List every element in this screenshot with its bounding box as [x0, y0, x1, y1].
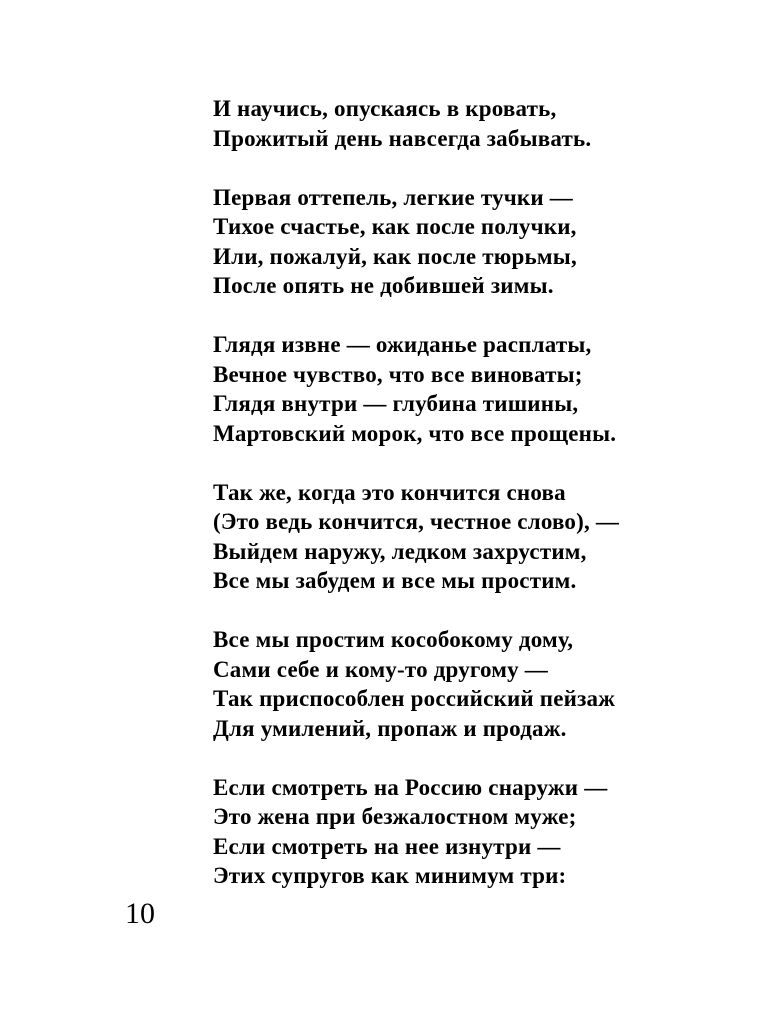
stanza [213, 94, 619, 153]
poem-line: Это жена при безжалостном муже; [213, 804, 577, 829]
poem-line: Если смотреть на Россию снаружи — [213, 774, 608, 800]
poem-line: Мартовский морок, что все прощены. [213, 420, 617, 446]
stanza [213, 183, 619, 301]
poem-line: Так же, когда это кончится снова [213, 479, 566, 505]
poem-line: Сами себе и кому-то другому — [213, 656, 548, 682]
poem-line: После опять не добившей зимы. [213, 273, 554, 298]
poem-line: Тихое счастье, как после получки, [213, 214, 577, 239]
poem-line: Вечное чувство, что все виноваты; [213, 361, 583, 387]
poem-line: Первая оттепель, легкие тучки — [213, 184, 573, 210]
stanza [213, 625, 619, 743]
poem-line: Все мы забудем и все мы простим. [213, 568, 577, 593]
stanza [213, 773, 619, 891]
poem-line: Для умилений, пропаж и продаж. [213, 715, 567, 741]
poem-line: Так приспособлен российский пейзаж [213, 686, 616, 711]
page-number: 10 [125, 897, 155, 930]
stanza [213, 330, 619, 448]
poem-line: Или, пожалуй, как после тюрьмы, [213, 243, 577, 269]
poem-line: Глядя внутри — глубина тишины, [213, 391, 579, 416]
poem-line: Если смотреть на нее изнутри — [213, 833, 561, 859]
poem-line: Глядя извне — ожиданье расплаты, [213, 332, 592, 357]
stanza [213, 478, 619, 596]
poem-line: И научись, опускаясь в кровать, [213, 96, 557, 121]
poem-line: Этих супругов как минимум три: [213, 863, 567, 888]
poem-line: Все мы простим кособокому дому, [213, 627, 574, 652]
poem-line: Прожитый день навсегда забывать. [213, 125, 592, 151]
poem-text [213, 94, 619, 891]
poem-line: (Это ведь кончится, честное слово), — [213, 509, 620, 534]
poem-line: Выйдем наружу, ледком захрустим, [213, 538, 587, 564]
